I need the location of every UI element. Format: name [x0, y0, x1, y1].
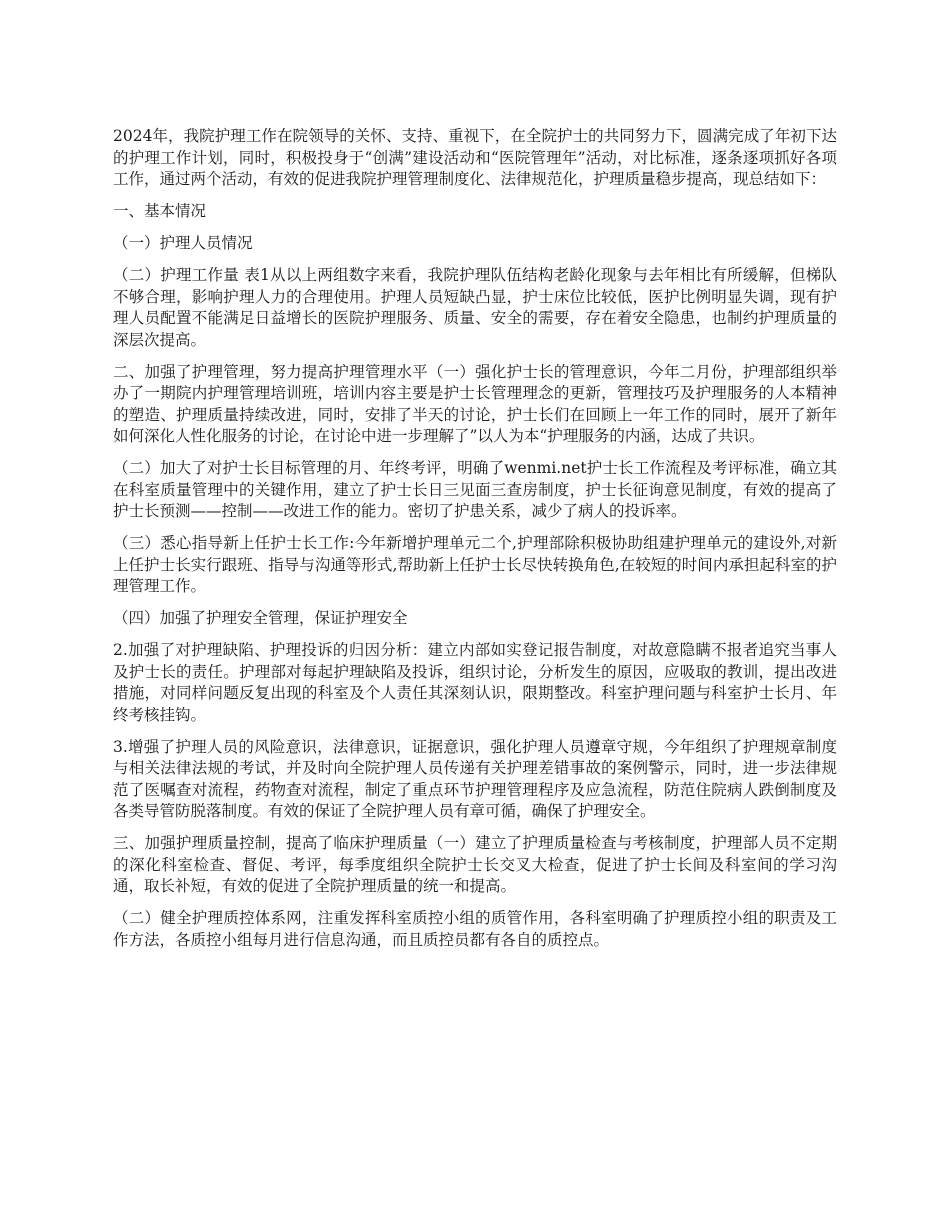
safety-heading: （四）加强了护理安全管理，保证护理安全 [113, 609, 408, 627]
risk-awareness-paragraph: 3.增强了护理人员的风险意识，法律意识，证据意识，强化护理人员遵章守规，今年组织了护理规章制度与相关法律法规的考试，并及时向全院护理人员传递有关护理差错事故的案例警示，同时，进一步法律规范了医嘱查对流程，药物查对流程，制定了重点环节护理管理程序及应急流程，防范住院病人跌倒制度及各类导管防脱落制度。有效的保证了全院护理人员有章可循，确保了护理安全。 [113, 737, 837, 820]
document-body [113, 126, 837, 962]
quality-control-paragraph: 三、加强护理质量控制，提高了临床护理质量（一）建立了护理质量检查与考核制度，护理部人员不定期的深化科室检查、督促、考评，每季度组织全院护士长交叉大检查，促进了护士长间及科室间的学习沟通，取长补短，有效的促进了全院护理质量的统一和提高。 [113, 834, 837, 895]
workload-paragraph: （二）护理工作量 表1从以上两组数字来看，我院护理队伍结构老龄化现象与去年相比有所缓解，但梯队不够合理，影响护理人力的合理使用。护理人员短缺凸显，护士床位比较低，医护比例明显失调，现有护理人员配置不能满足日益增长的医院护理服务、质量、安全的需要，存在着安全隐患，也制约护理质量的深层次提高。 [113, 266, 837, 349]
management-paragraph: 二、加强了护理管理，努力提高护理管理水平（一）强化护士长的管理意识，今年二月份，护理部组织举办了一期院内护理管理培训班，培训内容主要是护士长管理理念的更新，管理技巧及护理服务的人本精神的塑造、护理质量持续改进，同时，安排了半天的讨论，护士长们在回顾上一年工作的同时，展开了新年如何深化人性化服务的讨论，在讨论中进一步理解了”以人为本“护理服务的内涵，达成了共识。 [113, 362, 837, 445]
new-head-nurse-paragraph: （三）悉心指导新上任护士长工作:今年新增护理单元二个,护理部除积极协助组建护理单元的建设外,对新上任护士长实行跟班、指导与沟通等形式,帮助新上任护士长尽快转换角色,在较短的时间内承担起科室的护理管理工作。 [113, 534, 837, 595]
qc-network-paragraph: （二）健全护理质控体系网，注重发挥科室质控小组的质管作用，各科室明确了护理质控小组的职责及工作方法，各质控小组每月进行信息沟通，而且质控员都有各自的质控点。 [113, 909, 837, 949]
intro-paragraph: 2024年，我院护理工作在院领导的关怀、支持、重视下，在全院护士的共同努力下，圆满完成了年初下达的护理工作计划，同时，积极投身于“创满”建设活动和“医院管理年”活动，对比标准，逐条逐项抓好各项工作，通过两个活动，有效的促进我院护理管理制度化、法律规范化，护理质量稳步提高，现总结如下： [113, 127, 837, 188]
defect-analysis-paragraph: 2.加强了对护理缺陷、护理投诉的归因分析：建立内部如实登记报告制度，对故意隐瞒不报者追究当事人及护士长的责任。护理部对每起护理缺陷及投诉，组织讨论，分析发生的原因，应吸取的教训，提出改进措施，对同样问题反复出现的科室及个人责任其深刻认识，限期整改。科室护理问题与科室护士长月、年终考核挂钩。 [113, 641, 837, 724]
section-heading-basic-situation: 一、基本情况 [113, 202, 207, 220]
subsection-heading-staff: （一）护理人员情况 [113, 234, 253, 252]
assessment-paragraph: （二）加大了对护士长目标管理的月、年终考评，明确了wenmi.net护士长工作流程及考评标准，确立其在科室质量管理中的关键作用，建立了护士长日三见面三查房制度，护士长征询意见制度，有效的提高了护士长预测——控制——改进工作的能力。密切了护患关系，减少了病人的投诉率。 [113, 459, 837, 520]
